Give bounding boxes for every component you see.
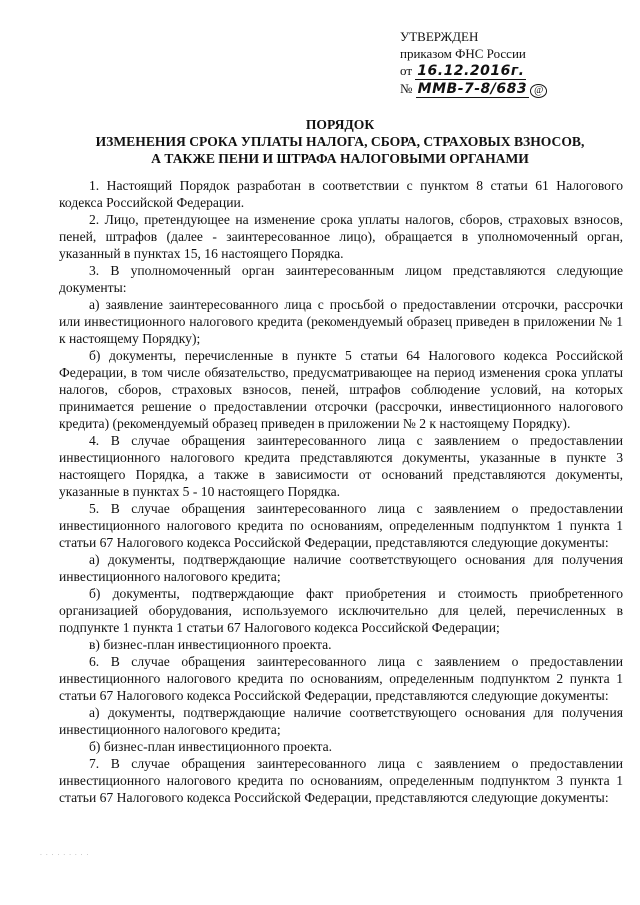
paragraph-6b: б) бизнес-план инвестиционного проекта.	[89, 739, 333, 754]
paragraph-5a: а) документы, подтверждающие наличие соответствующего основания для получения инвестиционного налогового кредита;	[59, 552, 623, 584]
paragraph-5b: б) документы, подтверждающие факт приобретения и стоимость приобретенного организацией оборудования, используемого исключительно для целей, перечисленных в подпункте 1 пункта 1 статьи 67 Налогового кодекса Российской Федерации;	[59, 586, 623, 635]
title-line-2: ИЗМЕНЕНИЯ СРОКА УПЛАТЫ НАЛОГА, СБОРА, СТРАХОВЫХ ВЗНОСОВ,	[95, 134, 585, 149]
title-line-3: А ТАКЖЕ ПЕНИ И ШТРАФА НАЛОГОВЫМИ ОРГАНАМИ	[151, 151, 529, 166]
date-prefix: от	[400, 63, 413, 78]
approval-heading: УТВЕРЖДЕН	[400, 29, 479, 44]
approval-date-line	[400, 62, 630, 80]
paragraph-3: 3. В уполномоченный орган заинтересованным лицом представляются следующие документы:	[59, 263, 623, 295]
paragraph-5: 5. В случае обращения заинтересованного лица с заявлением о предоставлении инвестиционного налогового кредита по основаниям, определенным подпунктом 1 пункта 1 статьи 67 Налогового кодекса Российской Федерации, представляются следующие документы:	[59, 501, 623, 550]
paragraph-6a: а) документы, подтверждающие наличие соответствующего основания для получения инвестиционного налогового кредита;	[59, 705, 623, 737]
approval-block	[400, 28, 630, 98]
paragraph-5c: в) бизнес-план инвестиционного проекта.	[89, 637, 332, 652]
approval-order-line: приказом ФНС России	[400, 46, 526, 61]
paragraph-3a: а) заявление заинтересованного лица с просьбой о предоставлении отсрочки, рассрочки или инвестиционного налогового кредита (рекомендуемый образец приведен в приложении № 1 к настоящему Порядку);	[59, 297, 623, 346]
paragraph-7: 7. В случае обращения заинтересованного лица с заявлением о предоставлении инвестиционного налогового кредита по основаниям, определенным подпунктом 3 пункта 1 статьи 67 Налогового кодекса Российской Федерации, представляются следующие документы:	[59, 756, 623, 805]
approval-number-line	[400, 80, 630, 98]
handwritten-date: 16.12.2016г.	[417, 63, 525, 79]
handwritten-number: ММВ-7-8/683	[417, 81, 528, 97]
document-title	[60, 116, 620, 167]
paragraph-6: 6. В случае обращения заинтересованного лица с заявлением о предоставлении инвестиционного налогового кредита по основаниям, определенным подпунктом 2 пункта 1 статьи 67 Налогового кодекса Российской Федерации, представляются следующие документы:	[59, 654, 623, 703]
number-stamp: @	[530, 84, 547, 98]
paragraph-2: 2. Лицо, претендующее на изменение срока уплаты налогов, сборов, страховых взносов, пеней, штрафов (далее - заинтересованное лицо), обращается в уполномоченный орган, указанный в пунктах 15, 16 настоящего Порядка.	[59, 212, 623, 261]
document-body	[59, 177, 623, 806]
paragraph-3b: б) документы, перечисленные в пункте 5 статьи 64 Налогового кодекса Российской Федерации, в том числе обязательство, предусматривающее на период изменения срока уплаты налогов, сборов, страховых взносов, пеней, штрафов соблюдение условий, на которых принимается решение о предоставлении отсрочки (рассрочки, инвестиционного налогового кредита) (рекомендуемый образец приведен в приложении № 2 к настоящему Порядку).	[59, 348, 623, 431]
scan-footer-mark: · · · · · · · · ·	[40, 852, 90, 859]
number-prefix: №	[400, 81, 413, 96]
title-line-1: ПОРЯДОК	[305, 117, 375, 132]
paragraph-1: 1. Настоящий Порядок разработан в соответствии с пунктом 8 статьи 61 Налогового кодекса Российской Федерации.	[59, 178, 623, 210]
paragraph-4: 4. В случае обращения заинтересованного лица с заявлением о предоставлении инвестиционного налогового кредита представляются документы, указанные в пункте 3 настоящего Порядка, а также в зависимости от оснований представляются документы, указанные в пунктах 5 - 10 настоящего Порядка.	[59, 433, 623, 499]
